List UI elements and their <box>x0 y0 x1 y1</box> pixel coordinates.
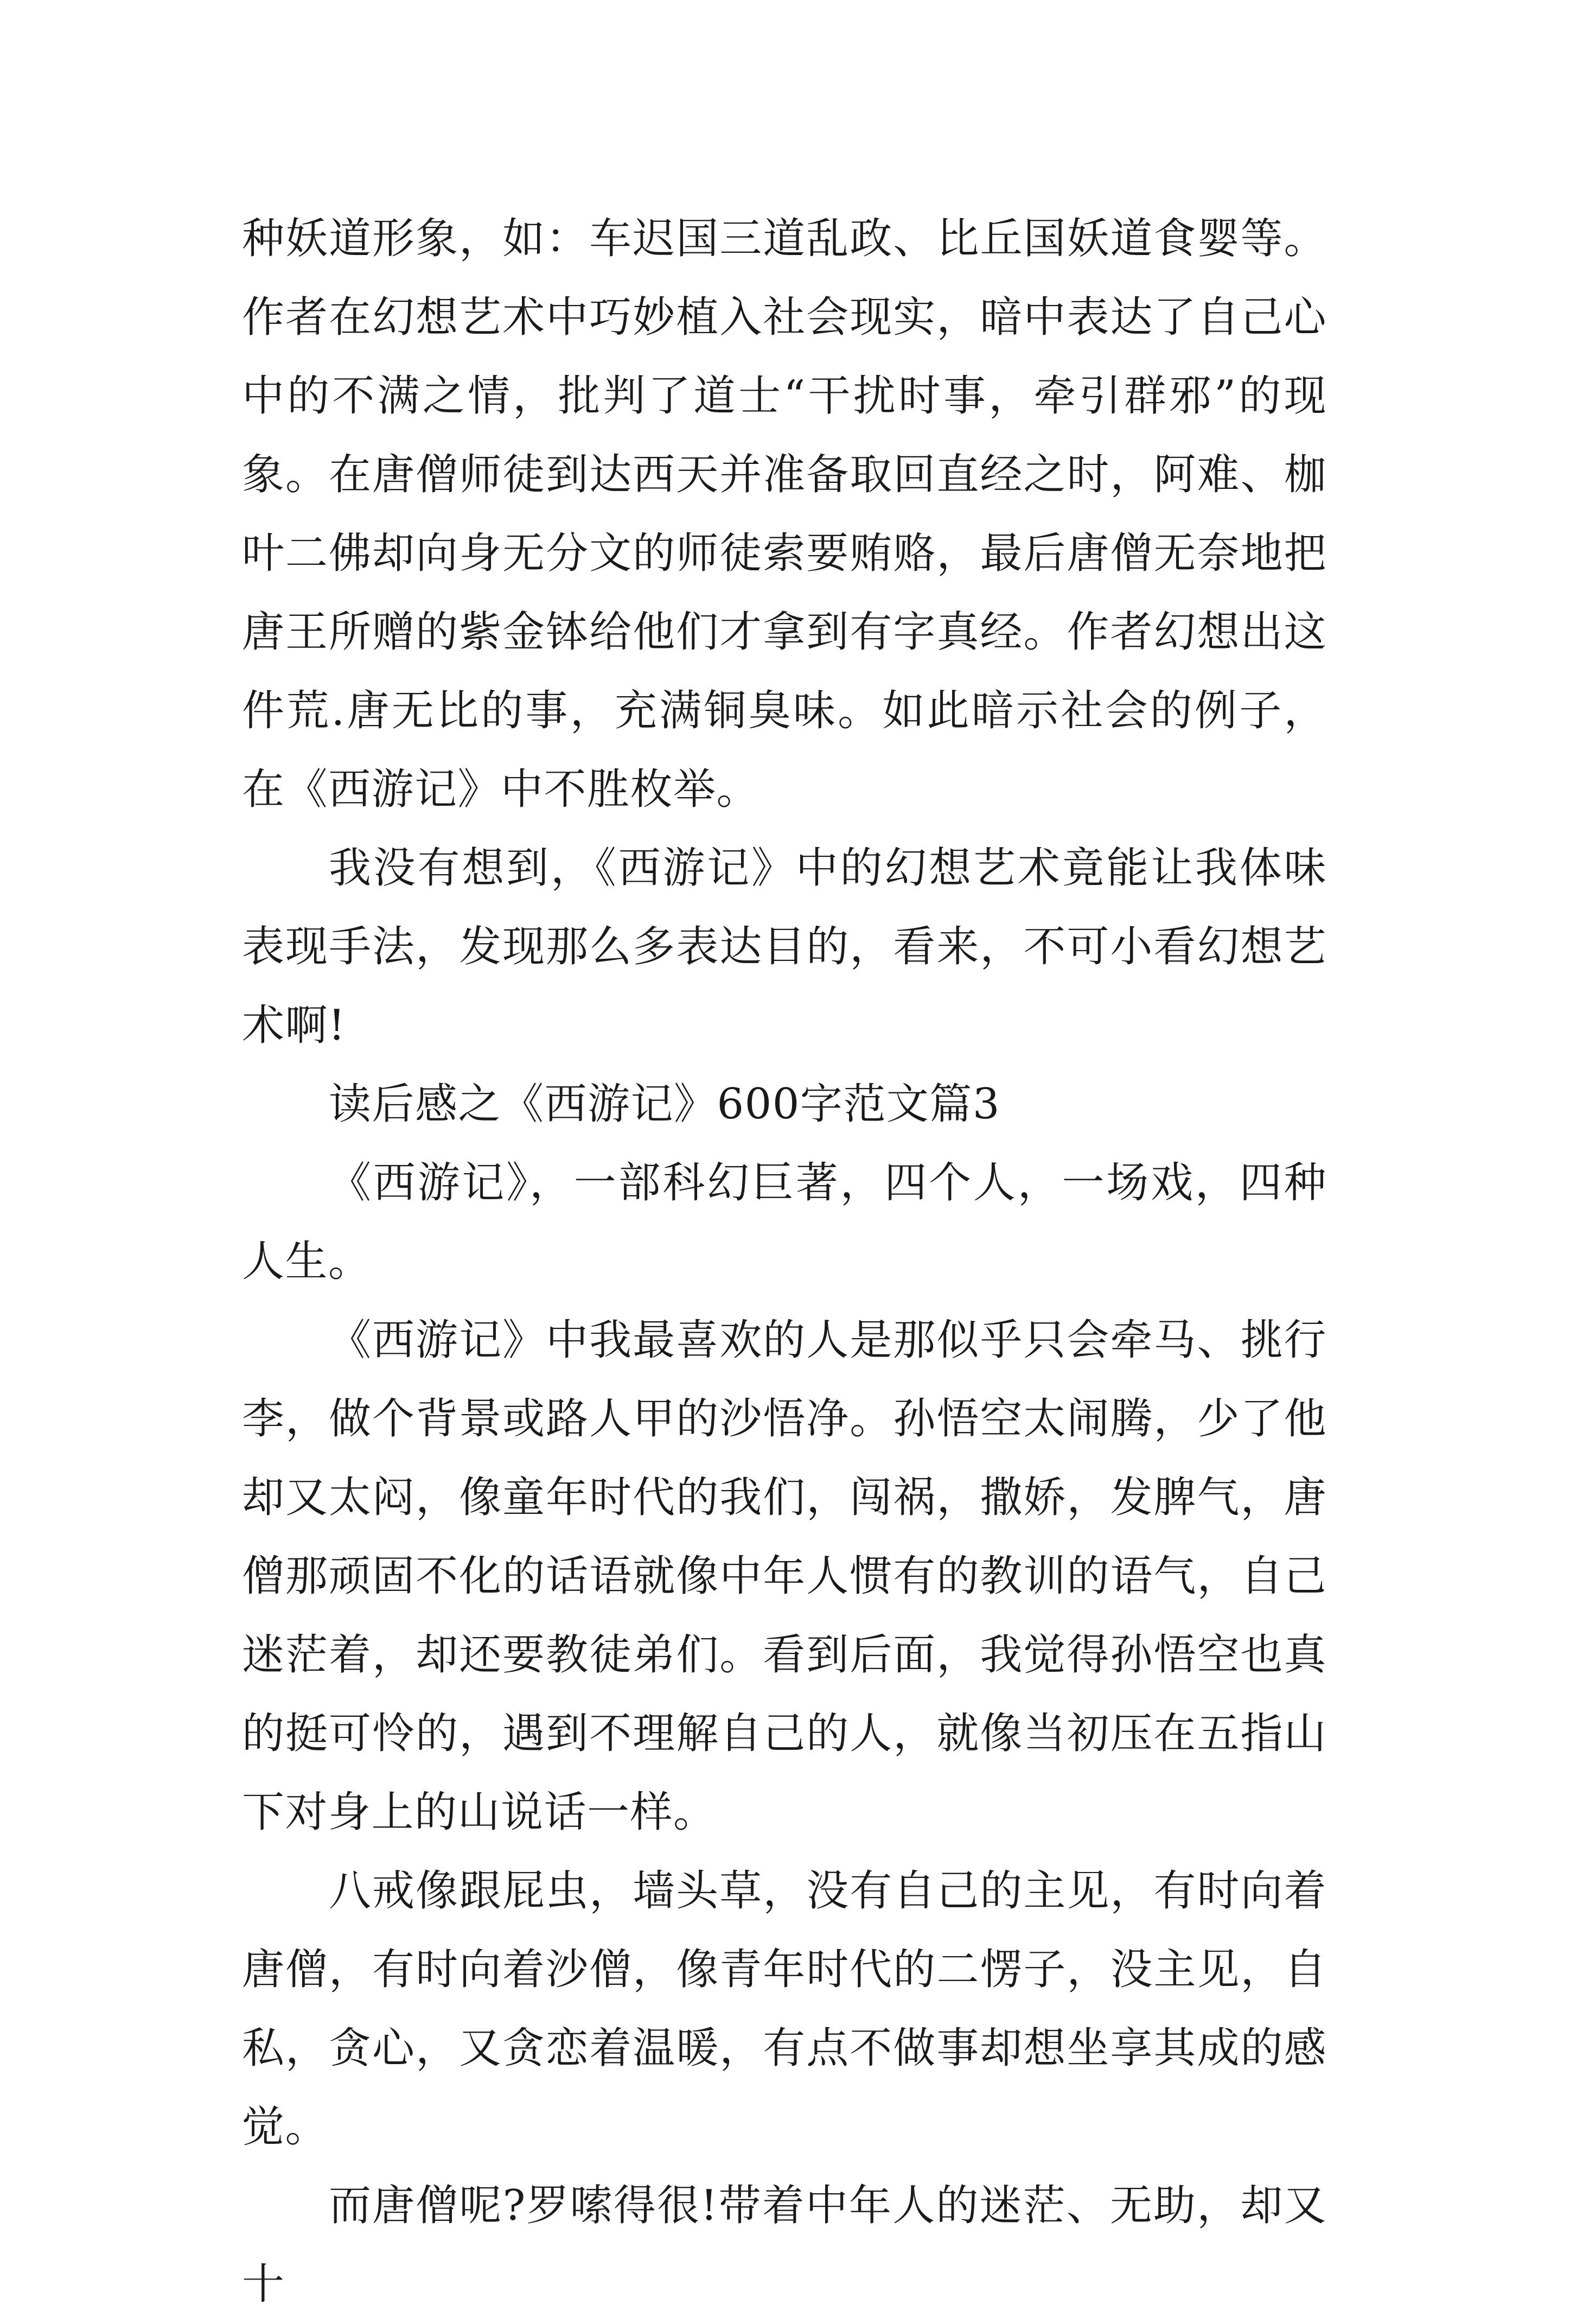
paragraph-continued: 种妖道形象，如：车迟国三道乱政、比丘国妖道食婴等。作者在幻想艺术中巧妙植入社会现实，暗中表达了自己心中的不满之情，批判了道士“干扰时事，牵引群邪”的现象。在唐僧师徒到达西天并准备取回直经之时，阿难、枷叶二佛却向身无分文的师徒索要贿赂，最后唐僧无奈地把唐王所赠的紫金钵给他们才拿到有字真经。作者幻想出这件荒.唐无比的事，充满铜臭味。如此暗示社会的例子，在《西游记》中不胜枚举。 <box>242 214 1327 814</box>
paragraph-tang-seng: 而唐僧呢?罗嗦得很!带着中年人的迷茫、无助，却又十 <box>242 2181 1327 2309</box>
paragraph-sha-wujing: 《西游记》中我最喜欢的人是那似乎只会牵马、挑行李，做个背景或路人甲的沙悟净。孙悟空太闹腾，少了他却又太闷，像童年时代的我们，闯祸，撒娇，发脾气，唐僧那顽固不化的话语就像中年人惯有的教训的语气，自己迷茫着，却还要教徒弟们。看到后面，我觉得孙悟空也真的挺可怜的，遇到不理解自己的人，就像当初压在五指山下对身上的山说话一样。 <box>242 1316 1327 1837</box>
document-body <box>242 200 1327 2324</box>
paragraph-reflection: 我没有想到，《西游记》中的幻想艺术竟能让我体味表现手法，发现那么多表达目的，看来，不可小看幻想艺术啊! <box>242 844 1327 1050</box>
paragraph-bajie: 八戒像跟屁虫，墙头草，没有自己的主见，有时向着唐僧，有时向着沙僧，像青年时代的二愣子，没主见，自私，贪心，又贪恋着温暖，有点不做事却想坐享其成的感觉。 <box>242 1867 1327 2151</box>
paragraph-intro: 《西游记》，一部科幻巨著，四个人，一场戏，四种人生。 <box>242 1158 1327 1286</box>
section-heading: 读后感之《西游记》600字范文篇3 <box>329 1080 1001 1129</box>
